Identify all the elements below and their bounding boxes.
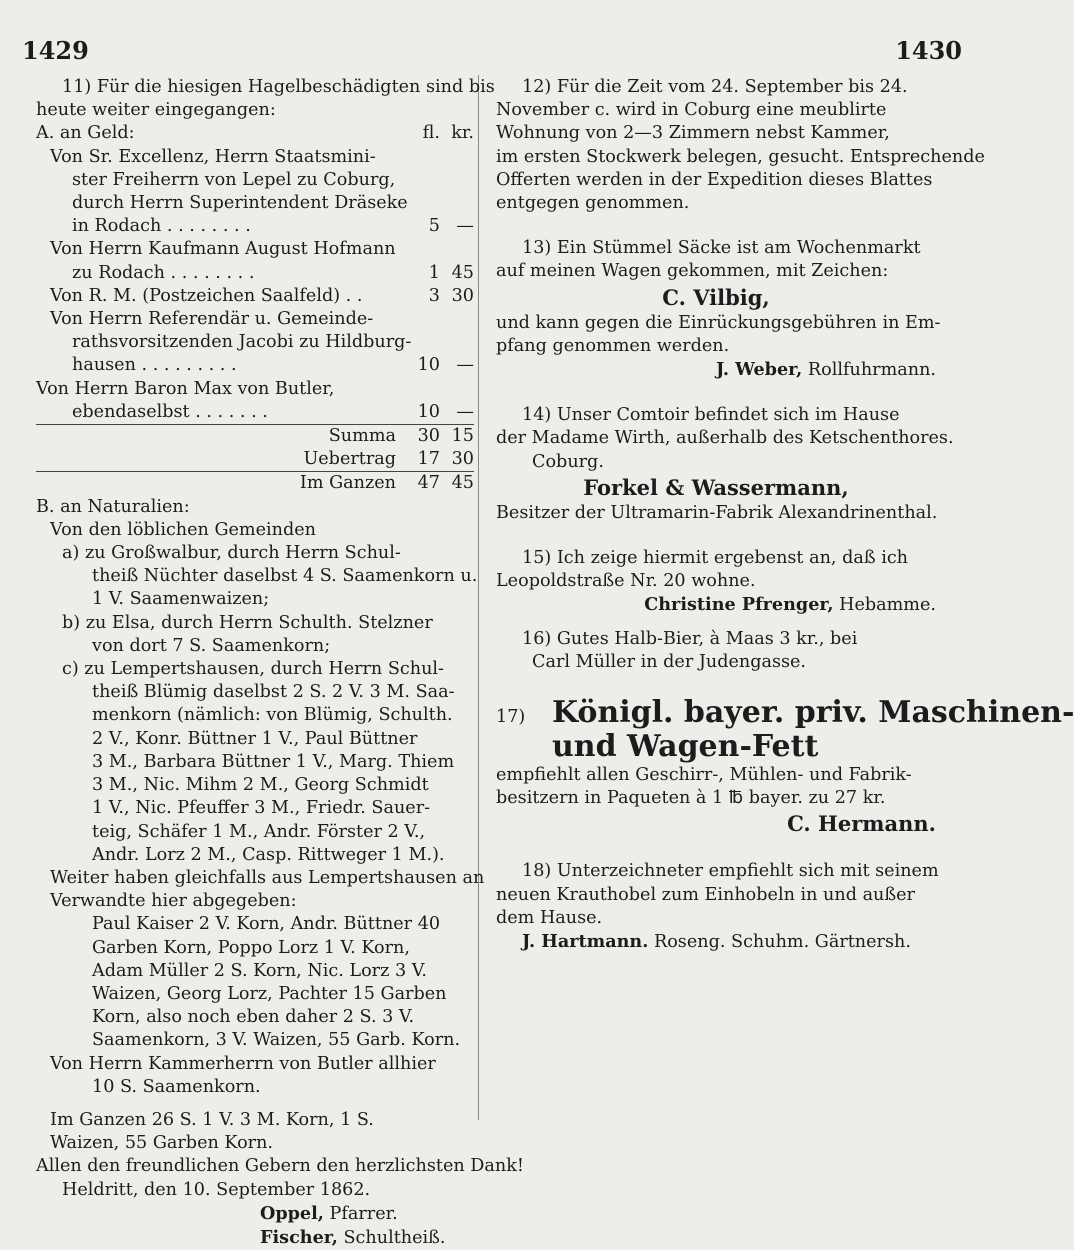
donation-line: ster Freiherrn von Lepel zu Coburg,: [72, 169, 396, 190]
total-kr: 45: [451, 473, 474, 494]
weiter-line: Verwandte hier abgegeben:: [50, 891, 297, 912]
right-column: [496, 76, 1074, 954]
ad-14-line: der Madame Wirth, außerhalb des Ketschenthores.: [496, 428, 954, 449]
naturalien-line: 3 M., Nic. Mihm 2 M., Georg Schmidt: [92, 775, 429, 796]
page-number-right: 1430: [895, 36, 962, 65]
donation-line: ebendaselbst . . . . . . .: [72, 401, 268, 422]
total-row: [36, 448, 474, 471]
ad-18-signature: [496, 930, 936, 954]
ad-18-line: 18) Unterzeichneter empfiehlt sich mit seinem: [522, 861, 939, 882]
ad-16-line: Carl Müller in der Judengasse.: [532, 651, 807, 672]
naturalien-line: theiß Nüchter daselbst 4 S. Saamenkorn u.: [92, 566, 478, 587]
total-kr: 15: [451, 426, 474, 447]
signature-name: J. Hartmann.: [522, 931, 649, 953]
weiter-line: Saamenkorn, 3 V. Waizen, 55 Garb. Korn.: [92, 1030, 461, 1051]
naturalien-line: b) zu Elsa, durch Herrn Schulth. Stelzner: [62, 612, 433, 633]
amount-kr: —: [456, 401, 474, 422]
weiter-line: 10 S. Saamenkorn.: [92, 1076, 261, 1097]
donation-row: [36, 401, 474, 424]
ad-18-line: dem Hause.: [496, 907, 603, 928]
amount-kr: —: [456, 216, 474, 237]
signature-title: Hebamme.: [833, 595, 936, 616]
total-row: [36, 424, 474, 448]
donation-line: in Rodach . . . . . . . .: [72, 216, 251, 237]
ganzen-line: Waizen, 55 Garben Korn.: [50, 1133, 273, 1154]
weiter-line: Adam Müller 2 S. Korn, Nic. Lorz 3 V.: [92, 960, 427, 981]
donation-line: Von Herrn Baron Max von Butler,: [36, 378, 335, 399]
donation-line: Von R. M. (Postzeichen Saalfeld) . .: [50, 285, 363, 306]
naturalien-line: 1 V. Saamenwaizen;: [92, 589, 270, 610]
ad-15-line: Leopoldstraße Nr. 20 wohne.: [496, 571, 756, 592]
ad-12-line: im ersten Stockwerk belegen, gesucht. Entsprechende: [496, 146, 985, 167]
ad-17-signature: C. Hermann.: [787, 811, 936, 837]
naturalien-line: menkorn (nämlich: von Blümig, Schulth.: [92, 705, 453, 726]
total-kr: 30: [451, 449, 474, 470]
amount-fl: 1: [428, 262, 440, 283]
ad-14-line: 14) Unser Comtoir befindet sich im Hause: [522, 405, 900, 426]
total-fl: 17: [417, 449, 440, 470]
naturalien-line: 1 V., Nic. Pfeuffer 3 M., Friedr. Sauer-: [92, 798, 431, 819]
naturalien-line: teig, Schäfer 1 M., Andr. Förster 2 V.,: [92, 821, 426, 842]
ad-17-number: 17): [496, 707, 526, 728]
kr-header: kr.: [451, 123, 474, 144]
section-b-label: B. an Naturalien:: [36, 496, 190, 517]
amount-fl: 10: [417, 401, 440, 422]
signature-title: Rollfuhrmann.: [802, 360, 936, 381]
ad-12-line: Offerten werden in der Expedition dieses Blattes: [496, 169, 933, 190]
ad-17-title: Königl. bayer. priv. Maschinen-: [552, 695, 1074, 731]
naturalien-line: Andr. Lorz 2 M., Casp. Rittweger 1 M.).: [92, 844, 445, 865]
ad-18-line: neuen Krauthobel zum Einhobeln in und außer: [496, 884, 915, 905]
donation-line: rathsvorsitzenden Jacobi zu Hildburg-: [72, 332, 412, 353]
ad-17-header: [496, 695, 1074, 731]
left-column: [36, 76, 524, 1250]
place-date: Heldritt, den 10. September 1862.: [62, 1179, 371, 1200]
amount-kr: 45: [451, 262, 474, 283]
total-label: Im Ganzen: [299, 473, 396, 494]
ad-17-title: und Wagen-Fett: [552, 729, 819, 765]
weiter-line: Weiter haben gleichfalls aus Lempertshausen an: [50, 867, 485, 888]
amount-fl: 10: [417, 355, 440, 376]
total-fl: 30: [417, 426, 440, 447]
ad-17-line: empfiehlt allen Geschirr-, Mühlen- und Fabrik-: [496, 765, 912, 786]
thanks-line: Allen den freundlichen Gebern den herzlichsten Dank!: [36, 1156, 524, 1177]
donation-line: hausen . . . . . . . . .: [72, 355, 237, 376]
signature-name: Christine Pfrenger,: [644, 594, 834, 616]
signature-mayor: [36, 1226, 474, 1250]
naturalien-line: 2 V., Konr. Büttner 1 V., Paul Büttner: [92, 728, 418, 749]
ad-15-line: 15) Ich zeige hiermit ergebenst an, daß ich: [522, 548, 909, 569]
signature-name: Fischer,: [260, 1226, 338, 1248]
section-a-label: A. an Geld:: [36, 123, 135, 144]
ad-13-line: pfang genommen werden.: [496, 335, 730, 356]
ad-14-line: Coburg.: [532, 451, 604, 472]
total-row: [36, 471, 474, 495]
naturalien-line: 3 M., Barbara Büttner 1 V., Marg. Thiem: [92, 751, 455, 772]
ad-13-line: und kann gegen die Einrückungsgebühren in Em-: [496, 312, 941, 333]
weiter-line: Garben Korn, Poppo Lorz 1 V. Korn,: [92, 937, 410, 958]
total-fl: 47: [417, 473, 440, 494]
ad-12-line: entgegen genommen.: [496, 193, 690, 214]
ad-13-line: auf meinen Wagen gekommen, mit Zeichen:: [496, 261, 889, 282]
donation-line: Von Sr. Excellenz, Herrn Staatsmini-: [50, 146, 376, 167]
total-label: Summa: [328, 426, 396, 447]
ad-13-mark: C. Vilbig,: [662, 284, 770, 310]
fl-header: fl.: [422, 123, 440, 144]
amount-kr: —: [456, 355, 474, 376]
section-a-header: [36, 122, 474, 145]
weiter-line: Von Herrn Kammerherrn von Butler allhier: [50, 1053, 436, 1074]
donation-line: Von Herrn Referendär u. Gemeinde-: [50, 309, 374, 330]
ganzen-line: Im Ganzen 26 S. 1 V. 3 M. Korn, 1 S.: [50, 1109, 374, 1130]
signature-title: Schultheiß.: [337, 1227, 446, 1248]
amount-fl: 3: [428, 285, 440, 306]
naturalien-line: theiß Blümig daselbst 2 S. 2 V. 3 M. Saa-: [92, 682, 455, 703]
donation-row: [36, 262, 474, 285]
signature-name: Oppel,: [260, 1202, 324, 1224]
donation-row: [36, 354, 474, 377]
notice-11-line: heute weiter eingegangen:: [36, 100, 276, 121]
ad-17-line: besitzern in Paqueten à 1 ℔ bayer. zu 27 kr.: [496, 788, 886, 809]
ad-13-line: 13) Ein Stümmel Säcke ist am Wochenmarkt: [522, 238, 921, 259]
weiter-line: Waizen, Georg Lorz, Pachter 15 Garben: [92, 983, 447, 1004]
signature-title: Roseng. Schuhm. Gärtnersh.: [648, 932, 911, 953]
ad-12-line: 12) Für die Zeit vom 24. September bis 24.: [522, 77, 908, 97]
donation-line: Von Herrn Kaufmann August Hofmann: [50, 239, 396, 260]
ad-12-line: Wohnung von 2—3 Zimmern nebst Kammer,: [496, 123, 890, 144]
ad-14-firm-sub: Besitzer der Ultramarin-Fabrik Alexandrinenthal.: [496, 502, 938, 523]
ad-13-signature: [496, 358, 936, 382]
naturalien-line: a) zu Großwalbur, durch Herrn Schul-: [62, 543, 401, 564]
ad-16-line: 16) Gutes Halb-Bier, à Maas 3 kr., bei: [522, 628, 858, 649]
naturalien-line: Von den löblichen Gemeinden: [50, 519, 316, 540]
weiter-line: Paul Kaiser 2 V. Korn, Andr. Büttner 40: [92, 914, 441, 935]
donation-row: [36, 215, 474, 238]
signature-name: J. Weber,: [715, 359, 803, 381]
amount-fl: 5: [428, 216, 440, 237]
signature-pastor: [36, 1202, 474, 1226]
page-number-left: 1429: [22, 36, 89, 65]
column-divider: [478, 75, 479, 1120]
ad-14-firm: Forkel & Wassermann,: [583, 474, 849, 500]
signature-title: Pfarrer.: [323, 1203, 398, 1224]
naturalien-line: c) zu Lempertshausen, durch Herrn Schul-: [62, 659, 444, 680]
donation-line: durch Herrn Superintendent Dräseke: [72, 193, 408, 214]
donation-row: [36, 285, 474, 308]
notice-11-line: 11) Für die hiesigen Hagelbeschädigten sind bis: [62, 77, 495, 97]
amount-kr: 30: [451, 285, 474, 306]
ad-15-signature: [496, 593, 936, 617]
ad-12-line: November c. wird in Coburg eine meublirte: [496, 100, 887, 121]
donation-line: zu Rodach . . . . . . . .: [72, 262, 255, 283]
naturalien-line: von dort 7 S. Saamenkorn;: [92, 635, 331, 656]
total-label: Uebertrag: [303, 449, 396, 470]
weiter-line: Korn, also noch eben daher 2 S. 3 V.: [92, 1007, 415, 1028]
